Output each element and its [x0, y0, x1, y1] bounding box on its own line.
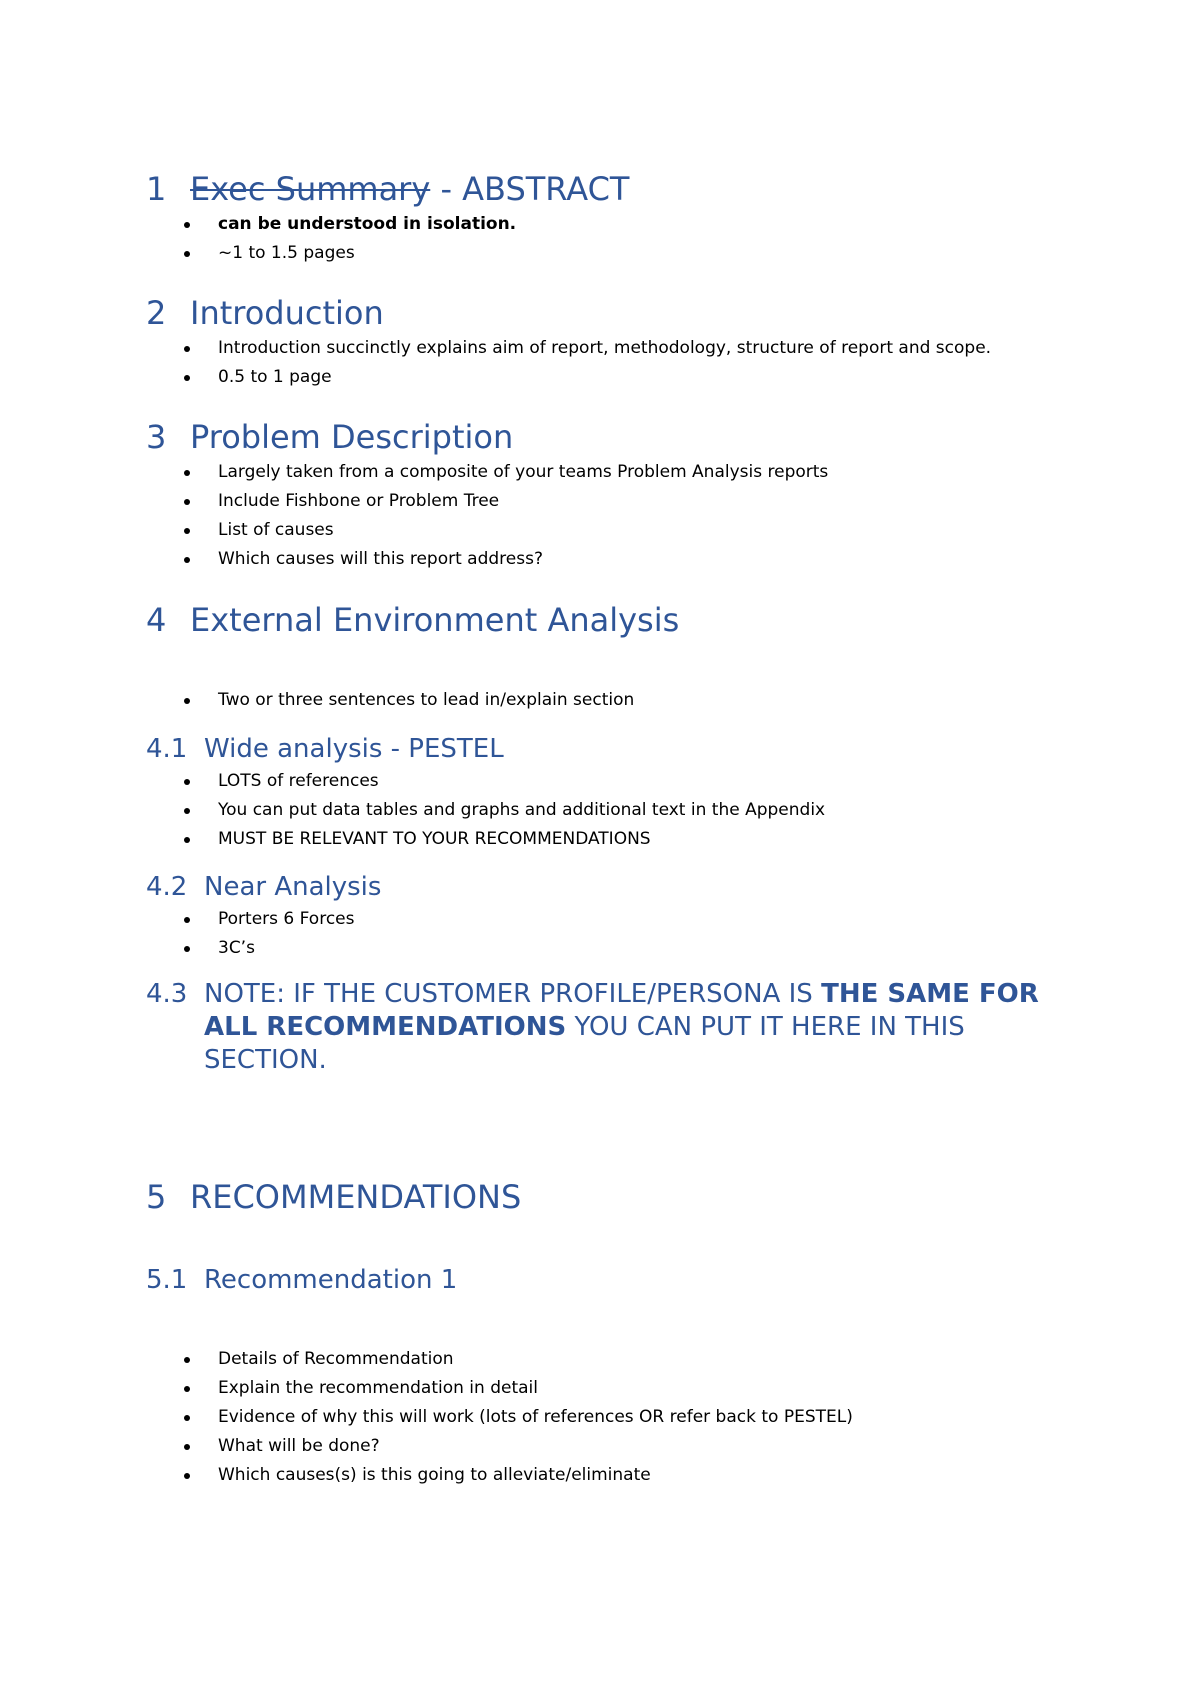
heading-number: 5: [146, 1178, 167, 1216]
heading-text: External Environment Analysis: [190, 601, 680, 639]
list-item: 3C’s: [0, 934, 354, 963]
bullet-list-introduction: [0, 334, 991, 392]
list-item: Two or three sentences to lead in/explain section: [0, 686, 634, 715]
heading-introduction: [146, 293, 384, 333]
heading-number: 1: [146, 170, 167, 208]
heading-wide-analysis: [146, 733, 504, 765]
note-text: [146, 978, 1066, 1077]
list-item: 0.5 to 1 page: [0, 363, 991, 392]
heading-external-environment: [146, 600, 679, 640]
heading-number: 4.3: [146, 979, 188, 1009]
list-item: Largely taken from a composite of your teams Problem Analysis reports: [0, 458, 828, 487]
heading-struck-text: Exec Summary: [190, 170, 431, 208]
bullet-list-exec-summary: [0, 210, 516, 268]
heading-problem-description: [146, 417, 513, 457]
heading-text: Wide analysis - PESTEL: [204, 734, 504, 764]
heading-number: 4.1: [146, 734, 188, 764]
list-item: LOTS of references: [0, 767, 825, 796]
heading-number: 4.2: [146, 872, 188, 902]
bullet-list-near-analysis: [0, 905, 354, 963]
list-item: Which causes will this report address?: [0, 545, 828, 574]
bullet-list-problem-description: [0, 458, 828, 574]
heading-number: 3: [146, 418, 167, 456]
bullet-list-recommendation-1: [0, 1345, 853, 1490]
heading-number: 5.1: [146, 1265, 188, 1295]
list-item: can be understood in isolation.: [0, 210, 516, 239]
list-item: Details of Recommendation: [0, 1345, 853, 1374]
list-item: Evidence of why this will work (lots of references OR refer back to PESTEL): [0, 1403, 853, 1432]
note-bold-part: THE SAME FOR ALL RECOMMENDATIONS: [204, 979, 1039, 1042]
heading-number: 4: [146, 601, 167, 639]
note-part: YOU CAN PUT IT HERE IN THIS SECTION.: [204, 1012, 965, 1075]
list-item: Which causes(s) is this going to alleviate/eliminate: [0, 1461, 853, 1490]
heading-recommendation-1: [146, 1264, 457, 1296]
list-item: Porters 6 Forces: [0, 905, 354, 934]
heading-text: - ABSTRACT: [430, 170, 630, 208]
list-item: Include Fishbone or Problem Tree: [0, 487, 828, 516]
heading-text: Introduction: [190, 294, 384, 332]
list-item: You can put data tables and graphs and additional text in the Appendix: [0, 796, 825, 825]
bullet-list-wide-analysis: [0, 767, 825, 854]
heading-text: Problem Description: [190, 418, 514, 456]
heading-customer-profile-note: [146, 978, 1066, 1077]
list-item: What will be done?: [0, 1432, 853, 1461]
bullet-list-external-environment: [0, 686, 634, 715]
heading-recommendations: [146, 1177, 521, 1217]
heading-text: Recommendation 1: [204, 1265, 458, 1295]
list-item: Explain the recommendation in detail: [0, 1374, 853, 1403]
heading-exec-summary: [146, 169, 629, 209]
note-part: NOTE: IF THE CUSTOMER PROFILE/PERSONA IS: [204, 979, 822, 1009]
list-item: ~1 to 1.5 pages: [0, 239, 516, 268]
heading-near-analysis: [146, 871, 381, 903]
list-item: Introduction succinctly explains aim of report, methodology, structure of report and scope.: [0, 334, 991, 363]
heading-text: Near Analysis: [204, 872, 382, 902]
heading-text: RECOMMENDATIONS: [190, 1178, 522, 1216]
list-item: List of causes: [0, 516, 828, 545]
list-item: MUST BE RELEVANT TO YOUR RECOMMENDATIONS: [0, 825, 825, 854]
heading-number: 2: [146, 294, 167, 332]
